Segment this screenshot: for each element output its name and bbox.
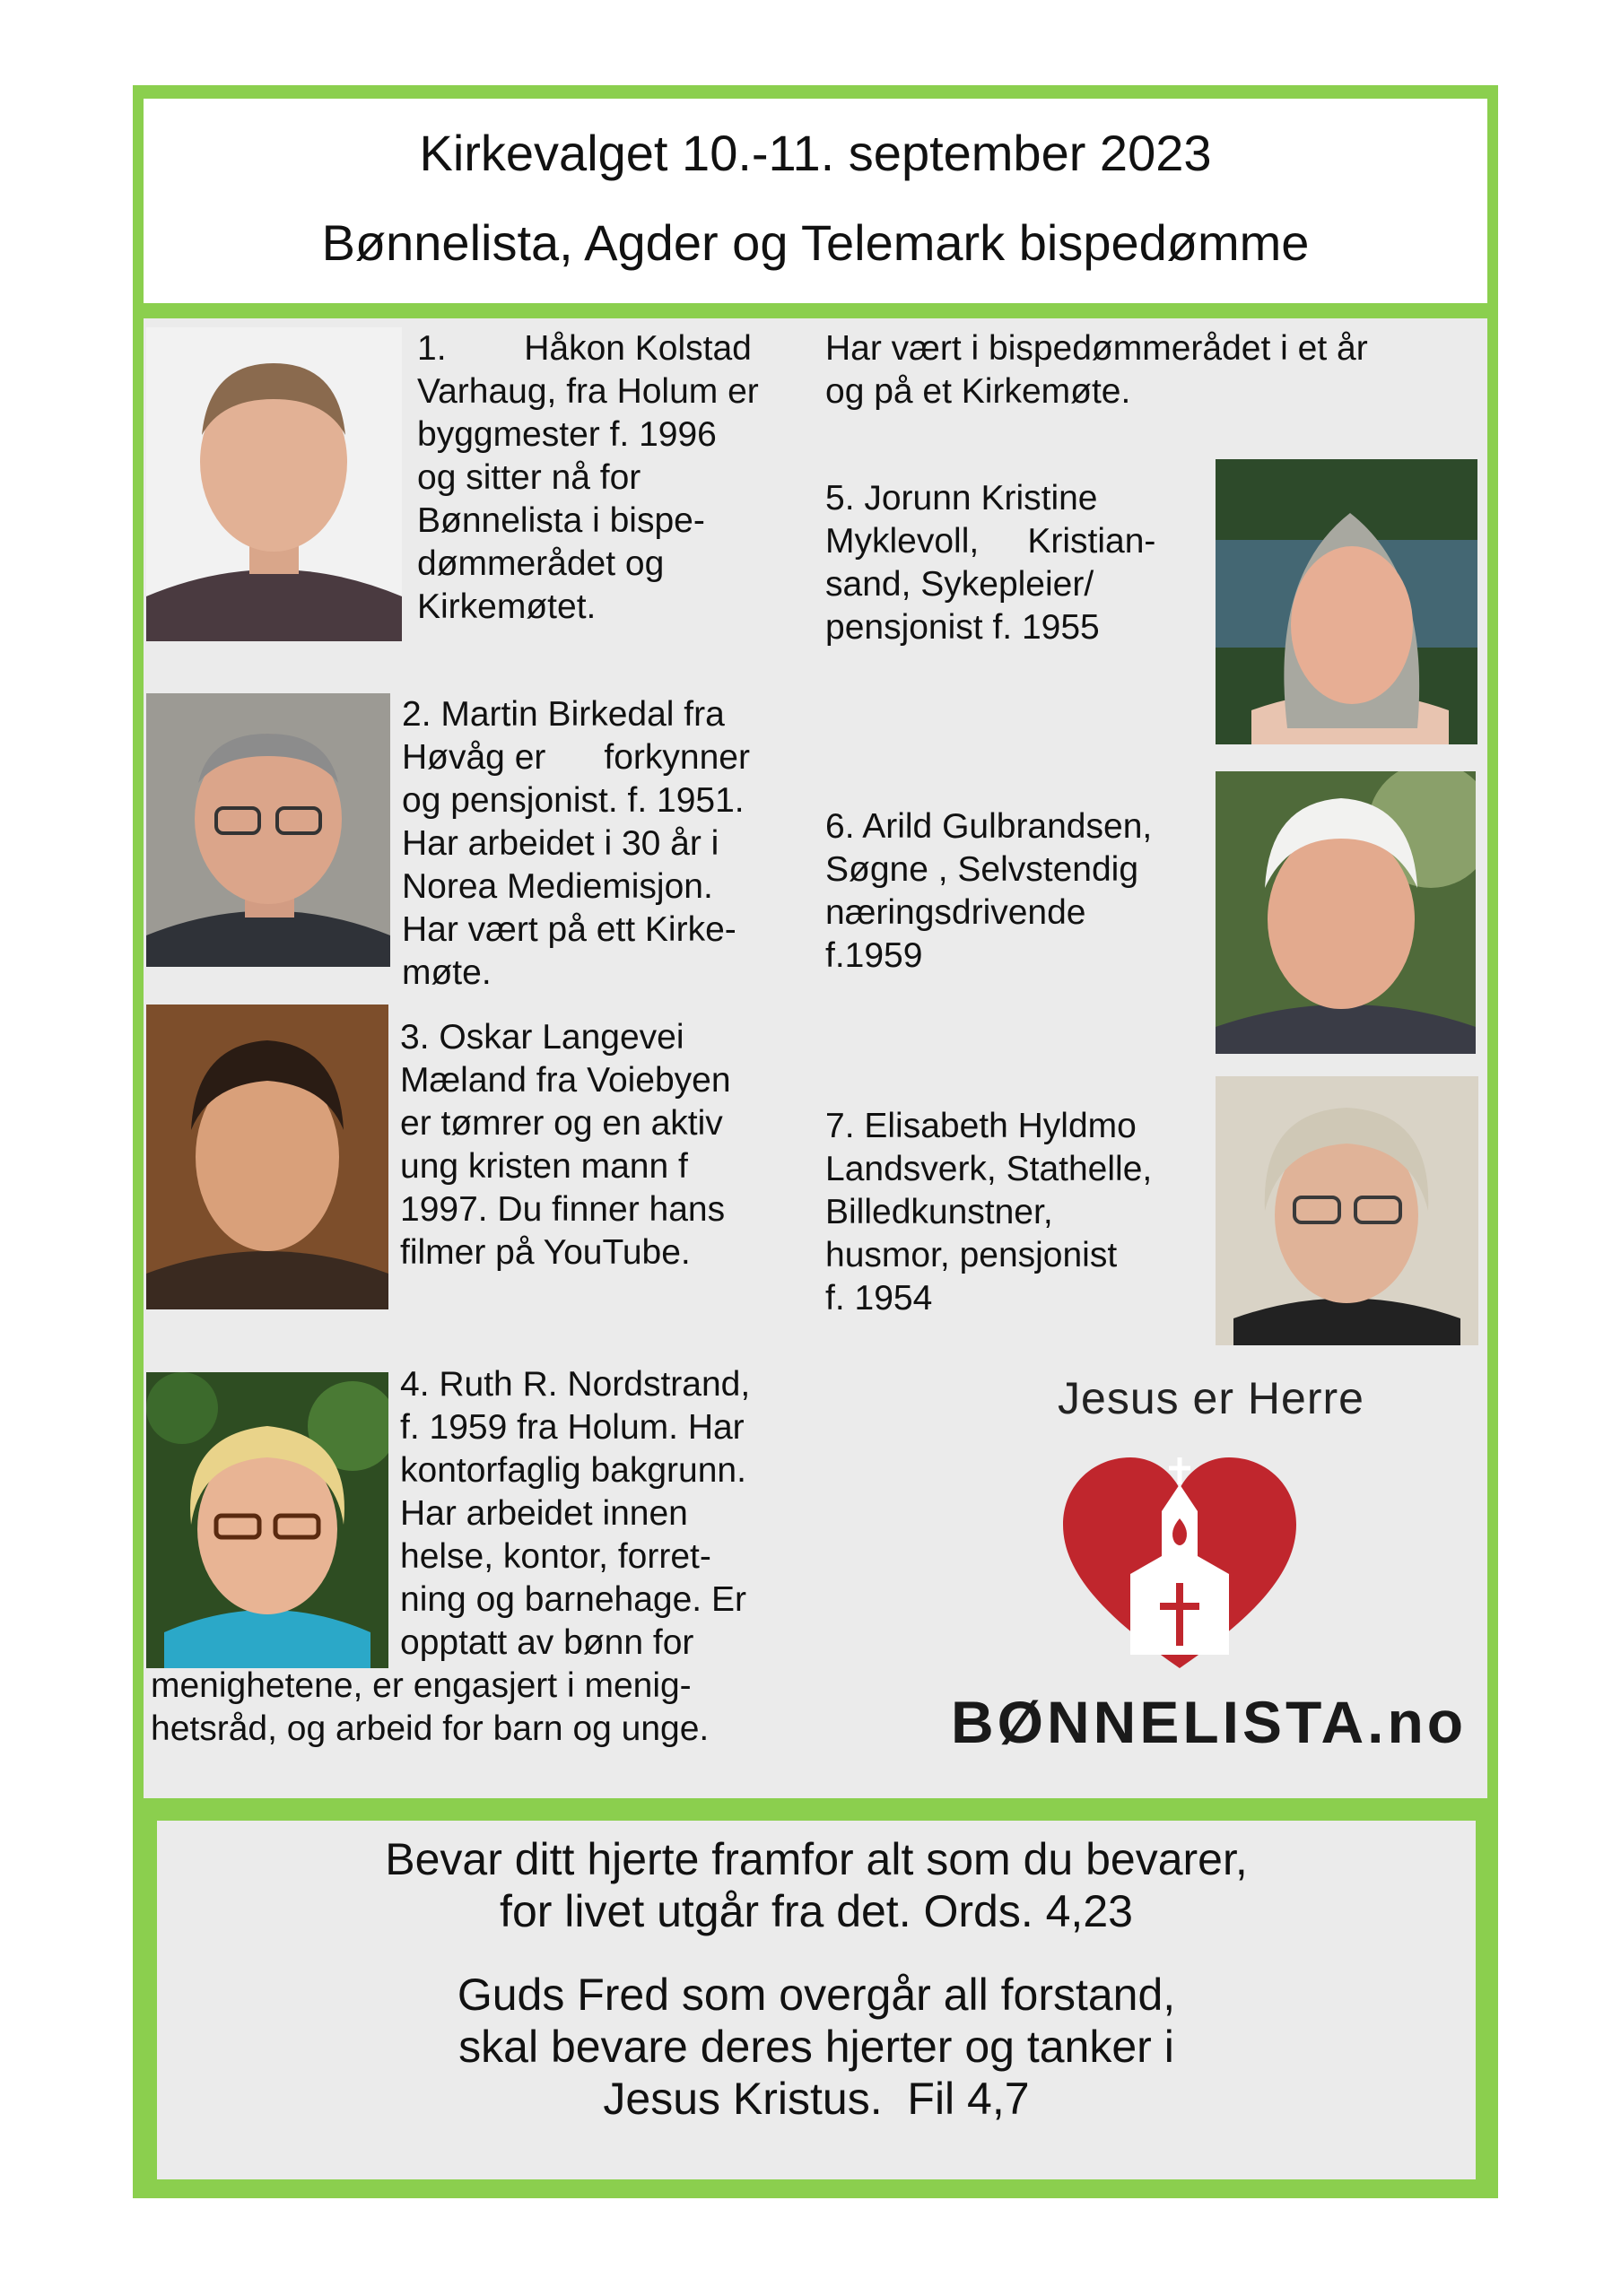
bio-line: ung kristen mann f	[400, 1147, 688, 1186]
bio-line: byggmester f. 1996	[417, 415, 717, 454]
candidate-photo-4	[146, 1372, 388, 1668]
bio-line: 5. Jorunn Kristine	[825, 479, 1098, 517]
candidate-bio-4-continued	[151, 1665, 709, 1751]
verse-line: skal bevare deres hjerter og tanker i	[458, 2022, 1174, 2072]
bio-line: Har arbeidet i 30 år i	[402, 824, 719, 863]
page-subtitle: Bønnelista, Agder og Telemark bispedømme	[321, 214, 1310, 271]
bio-line: 2. Martin Birkedal fra	[402, 695, 725, 734]
logo-tagline: Jesus er Herre	[1058, 1373, 1364, 1423]
bio-line: Har vært i bispedømmerådet i et år	[825, 329, 1368, 368]
candidate-bio-6	[825, 805, 1152, 978]
bio-line: filmer på YouTube.	[400, 1233, 691, 1272]
candidate-photo-1	[146, 327, 402, 641]
bio-line: Varhaug, fra Holum er	[417, 372, 759, 411]
logo-wordmark: BØNNELISTA.no	[951, 1689, 1468, 1755]
header	[144, 99, 1487, 303]
heart-church-icon	[1054, 1448, 1305, 1682]
bio-line: menighetene, er engasjert i menig-	[151, 1666, 692, 1705]
candidate-bio-7	[825, 1105, 1152, 1320]
candidate-bio-1-continued	[825, 327, 1368, 413]
bio-line: og på et Kirkemøte.	[825, 372, 1131, 411]
bio-line: sand, Sykepleier/	[825, 565, 1094, 604]
candidate-photo-3	[146, 1004, 388, 1309]
bio-line: Høvåg er forkynner	[402, 738, 750, 777]
bio-line: næringsdrivende	[825, 893, 1086, 932]
bio-line: Bønnelista i bispe-	[417, 501, 705, 540]
candidate-photo-5	[1216, 459, 1477, 744]
bible-verse-panel	[157, 1821, 1476, 2179]
verse-line: for livet utgår fra det. Ords. 4,23	[500, 1886, 1133, 1936]
candidate-bio-5	[825, 477, 1155, 649]
bio-line: Har arbeidet innen	[400, 1494, 688, 1533]
bio-line: ning og barnehage. Er	[400, 1580, 746, 1619]
bio-line: f.1959	[825, 936, 923, 975]
bio-line: og sitter nå for	[417, 458, 641, 497]
bio-line: husmor, pensjonist	[825, 1236, 1118, 1274]
bio-line: helse, kontor, forret-	[400, 1537, 711, 1576]
bio-line: 4. Ruth R. Nordstrand,	[400, 1365, 751, 1404]
bio-line: Mæland fra Voiebyen	[400, 1061, 731, 1100]
bio-line: Kirkemøtet.	[417, 587, 597, 626]
bio-line: kontorfaglig bakgrunn.	[400, 1451, 746, 1490]
bio-line: møte.	[402, 953, 492, 992]
bio-line: f. 1954	[825, 1279, 933, 1318]
bio-line: hetsråd, og arbeid for barn og unge.	[151, 1709, 710, 1748]
bio-line: f. 1959 fra Holum. Har	[400, 1408, 745, 1447]
candidate-bio-2	[402, 693, 750, 995]
bio-line: 3. Oskar Langevei	[400, 1018, 684, 1057]
bio-line: Norea Mediemisjon.	[402, 867, 713, 906]
bio-line: dømmerådet og	[417, 544, 665, 583]
verse-line: Bevar ditt hjerte framfor alt som du bevarer,	[385, 1834, 1248, 1884]
candidate-bio-3	[400, 1016, 731, 1274]
bio-line: pensjonist f. 1955	[825, 608, 1100, 647]
bio-line: 6. Arild Gulbrandsen,	[825, 807, 1153, 846]
candidate-photo-2	[146, 693, 390, 967]
bio-line: 1997. Du finner hans	[400, 1190, 726, 1229]
candidate-photo-7	[1216, 1076, 1478, 1345]
candidate-photo-6	[1216, 771, 1476, 1054]
verse-philippians	[157, 1969, 1476, 2125]
bio-line: Billedkunstner,	[825, 1193, 1053, 1231]
bio-line: opptatt av bønn for	[400, 1623, 694, 1662]
bio-line: og pensjonist. f. 1951.	[402, 781, 745, 820]
bio-line: 7. Elisabeth Hyldmo	[825, 1107, 1137, 1145]
bio-line: Har vært på ett Kirke-	[402, 910, 736, 949]
candidate-bio-1	[417, 327, 759, 629]
verse-line: Jesus Kristus. Fil 4,7	[603, 2074, 1030, 2124]
bio-line: Landsverk, Stathelle,	[825, 1150, 1153, 1188]
verse-line: Guds Fred som overgår all forstand,	[457, 1970, 1176, 2020]
page-title: Kirkevalget 10.-11. september 2023	[419, 125, 1212, 181]
bio-line: Myklevoll, Kristian-	[825, 522, 1156, 561]
bio-line: er tømrer og en aktiv	[400, 1104, 723, 1143]
verse-proverbs	[157, 1833, 1476, 1937]
candidate-bio-4	[400, 1363, 750, 1665]
bio-line: 1. Håkon Kolstad	[417, 329, 752, 368]
bio-line: Søgne , Selvstendig	[825, 850, 1139, 889]
